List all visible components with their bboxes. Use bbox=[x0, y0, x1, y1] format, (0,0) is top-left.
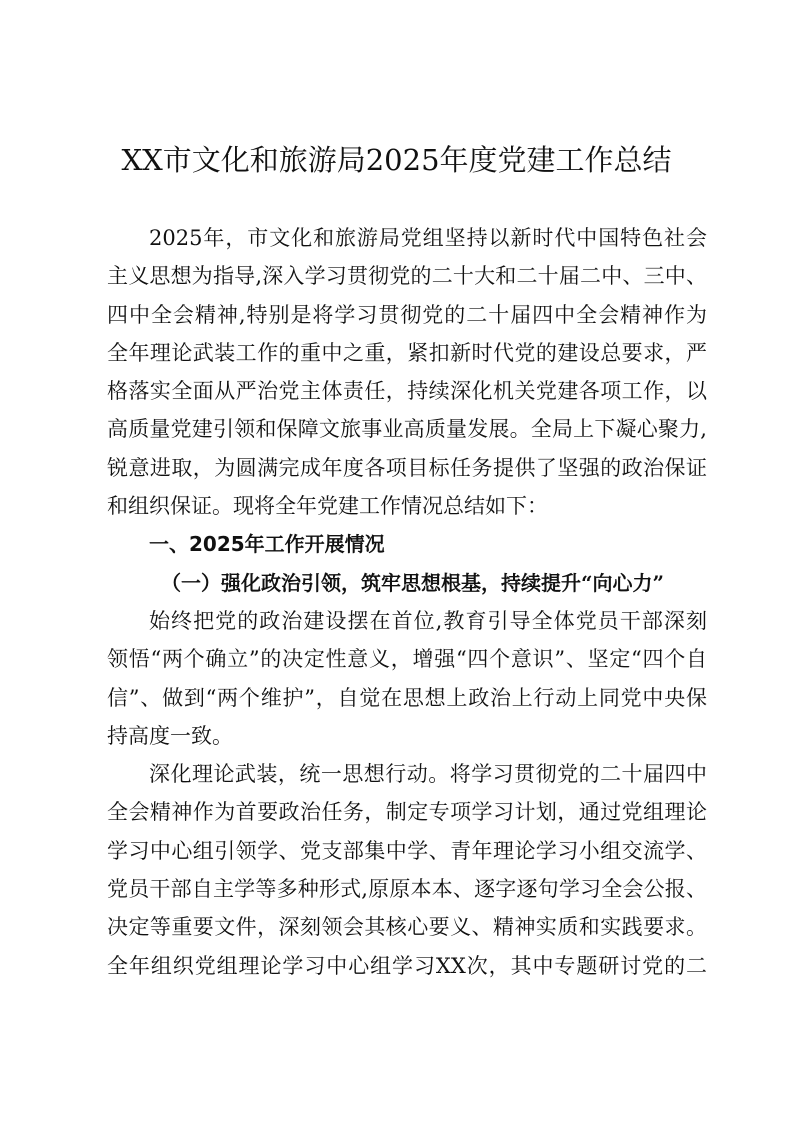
paragraph-line: 和组织保证。现将全年党建工作情况总结如下： bbox=[107, 494, 548, 519]
document-title: XX市文化和旅游局2025年度党建工作总结 bbox=[121, 143, 672, 177]
document-body bbox=[107, 219, 707, 985]
paragraph-line: 学习中心组引领学、党支部集中学、青年理论学习小组交流学、 bbox=[107, 838, 707, 863]
paragraph-line: 决定等重要文件，深刻领会其核心要义、精神实质和实践要求。 bbox=[107, 915, 707, 940]
paragraph-line: 信”、做到“两个维护”，自觉在思想上政治上行动上同党中央保 bbox=[107, 685, 707, 710]
paragraph-line: 全年理论武装工作的重中之重，紧扣新时代党的建设总要求，严 bbox=[107, 340, 707, 365]
paragraph-line: 始终把党的政治建设摆在首位,教育引导全体党员干部深刻 bbox=[149, 608, 707, 633]
paragraph-line: 持高度一致。 bbox=[107, 723, 233, 748]
paragraph-line: 四中全会精神,特别是将学习贯彻党的二十届四中全会精神作为 bbox=[107, 302, 707, 327]
paragraph-line: 格落实全面从严治党主体责任，持续深化机关党建各项工作，以 bbox=[107, 379, 707, 404]
paragraph-line: 主义思想为指导,深入学习贯彻党的二十大和二十届二中、三中、 bbox=[107, 264, 707, 289]
paragraph-line: 深化理论武装，统一思想行动。将学习贯彻党的二十届四中 bbox=[149, 762, 707, 787]
paragraph-line: 党员干部自主学等多种形式,原原本本、逐字逐句学习全会公报、 bbox=[107, 877, 707, 902]
paragraph-line: 领悟“两个确立”的决定性意义，增强“四个意识”、坚定“四个自 bbox=[107, 647, 707, 672]
subsection-heading: （一）强化政治引领，筑牢思想根基，持续提升“向心力” bbox=[161, 570, 665, 595]
paragraph-line: 全会精神作为首要政治任务，制定专项学习计划，通过党组理论 bbox=[107, 800, 707, 825]
paragraph-line: 锐意进取，为圆满完成年度各项目标任务提供了坚强的政治保证 bbox=[107, 455, 707, 480]
paragraph-line: 高质量党建引领和保障文旅事业高质量发展。全局上下凝心聚力, bbox=[107, 417, 707, 442]
paragraph-line: 2025年，市文化和旅游局党组坚持以新时代中国特色社会 bbox=[149, 226, 707, 250]
section-heading: 一、2025年工作开展情况 bbox=[149, 532, 385, 557]
paragraph-line: 全年组织党组理论学习中心组学习XX次，其中专题研讨党的二 bbox=[107, 953, 707, 978]
